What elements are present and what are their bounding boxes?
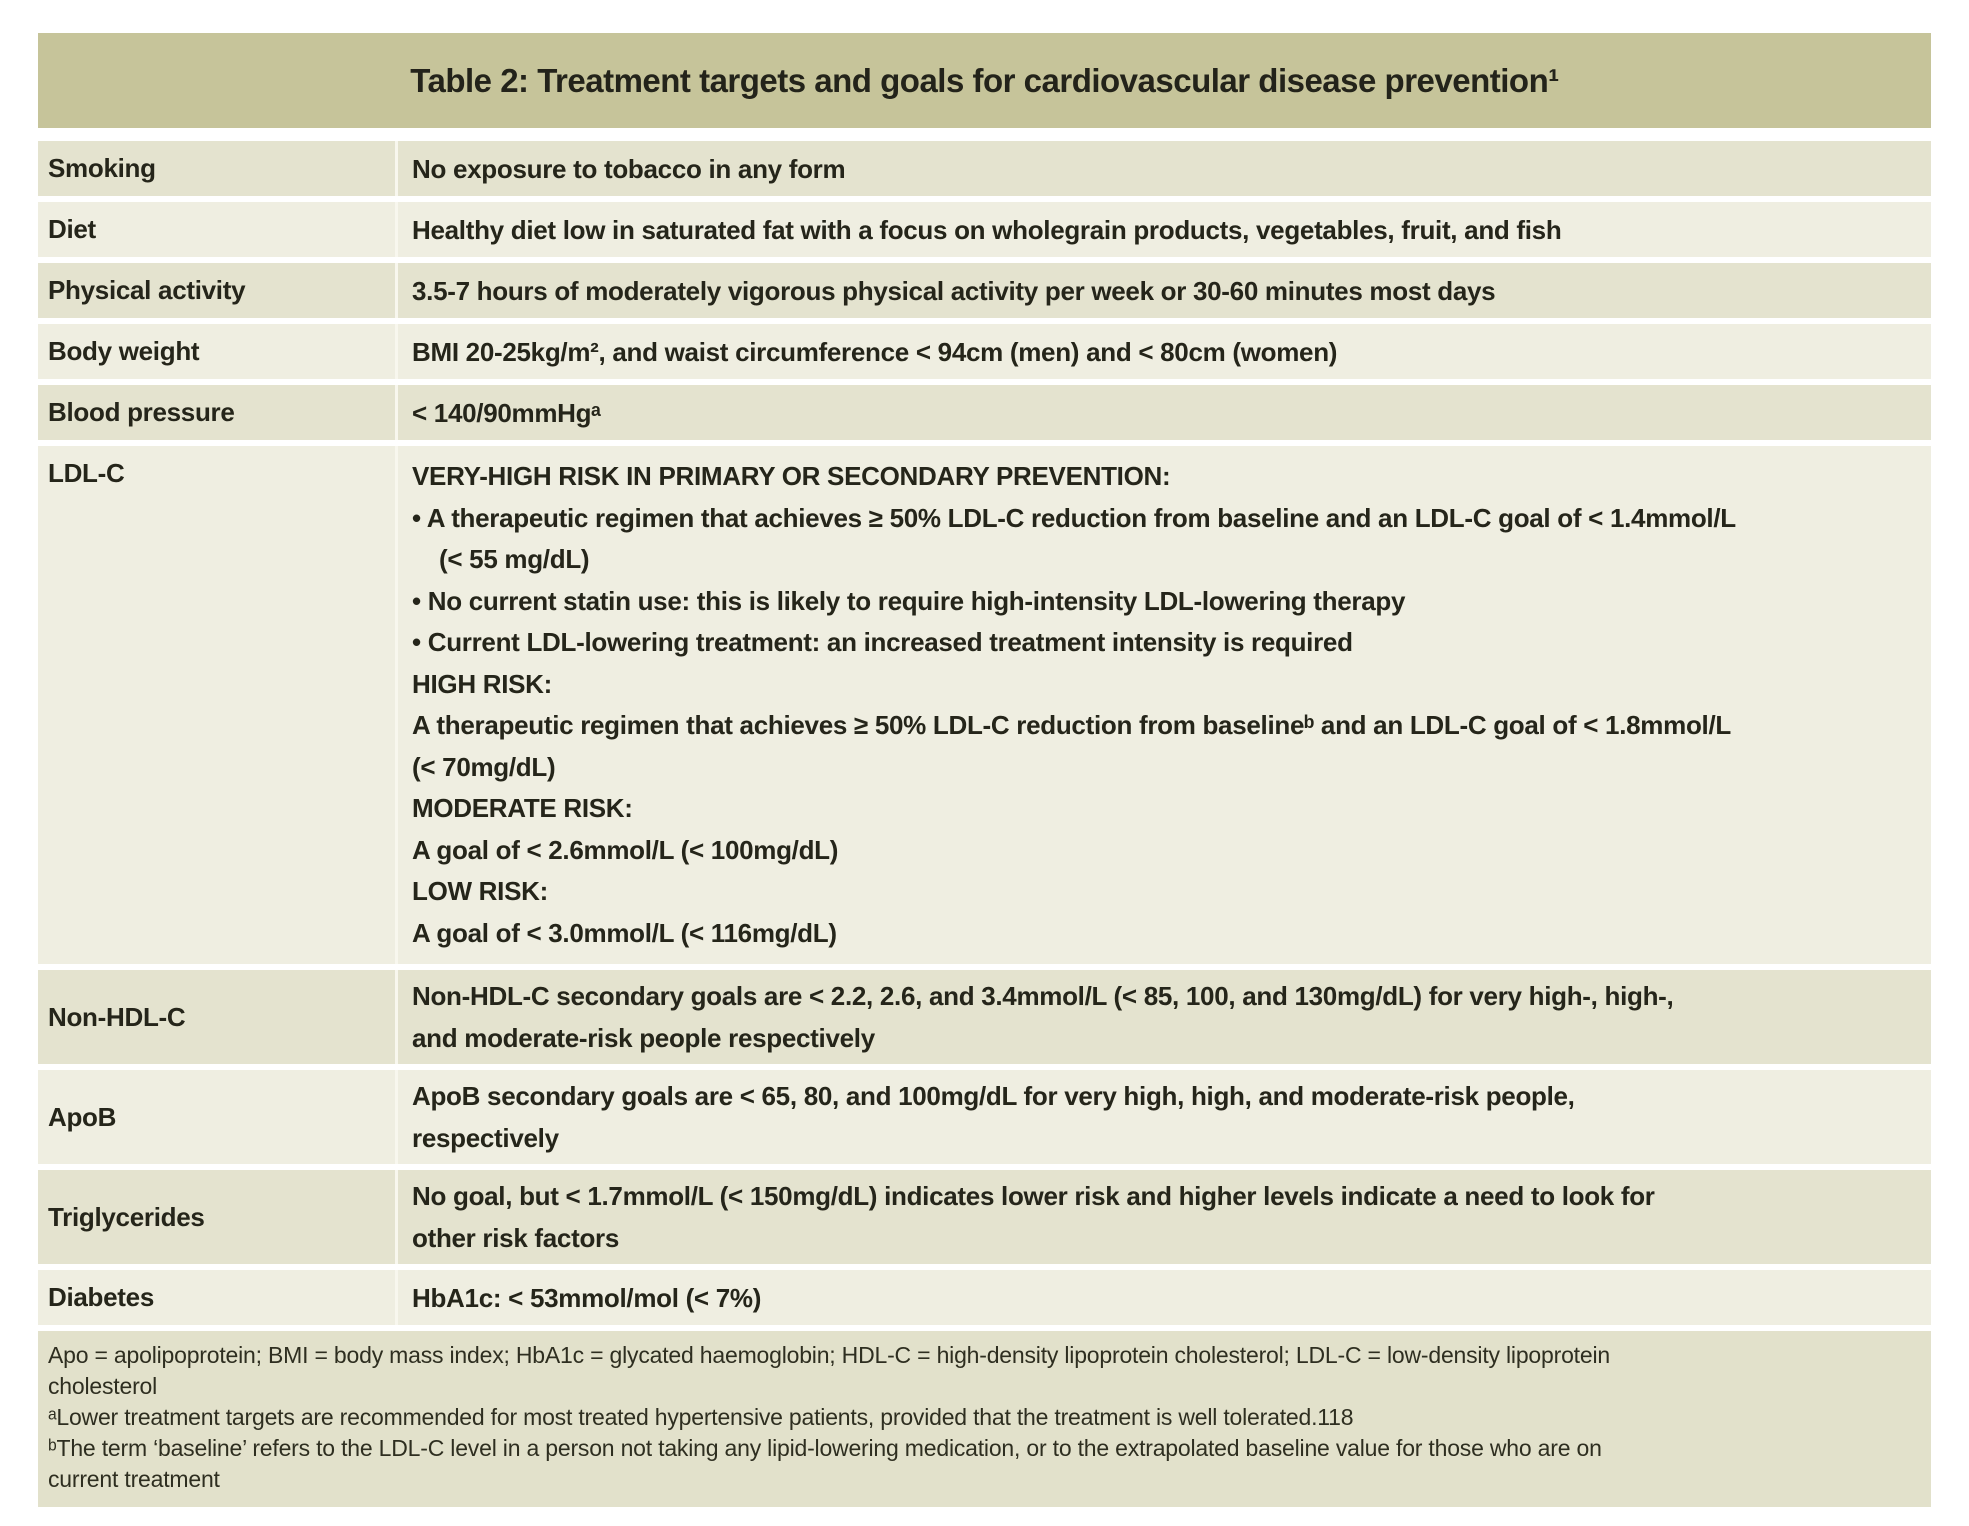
value-line: other risk factors [412, 1223, 620, 1253]
row-value [398, 1070, 1931, 1164]
row-value: No exposure to tobacco in any form [398, 141, 1931, 196]
row-smoking [38, 141, 1931, 196]
row-label: Physical activity [38, 263, 395, 318]
value-line: A goal of < 2.6mmol/L (< 100mg/dL) [412, 834, 839, 865]
value-line: • No current statin use: this is likely to require high-intensity LDL-lowering therapy [412, 585, 1406, 616]
row-label: Triglycerides [38, 1170, 395, 1264]
row-label: Smoking [38, 141, 395, 196]
footnote-line: current treatment [48, 1466, 220, 1492]
value-line: MODERATE RISK: [412, 793, 633, 823]
row-value [398, 446, 1931, 964]
row-diet [38, 202, 1931, 257]
row-label: Non-HDL-C [38, 970, 395, 1064]
footnote-line: ᵃLower treatment targets are recommended for most treated hypertensive patients, provided that the treatment is well tolerated.118 [48, 1404, 1354, 1430]
value-line: ApoB secondary goals are < 65, 80, and 100mg/dL for very high, high, and moderate-risk people, [412, 1081, 1575, 1111]
treatment-targets-table [38, 33, 1931, 1507]
row-value: Healthy diet low in saturated fat with a focus on wholegrain products, vegetables, fruit, and fish [398, 202, 1931, 257]
row-value: HbA1c: < 53mmol/mol (< 7%) [398, 1270, 1931, 1325]
row-value [398, 970, 1931, 1064]
row-value: BMI 20-25kg/m², and waist circumference < 94cm (men) and < 80cm (women) [398, 324, 1931, 379]
value-line: A goal of < 3.0mmol/L (< 116mg/dL) [412, 917, 837, 948]
value-line: LOW RISK: [412, 876, 548, 906]
row-ldl-c [38, 446, 1931, 964]
row-diabetes [38, 1270, 1931, 1325]
row-physical-activity [38, 263, 1931, 318]
row-label: Body weight [38, 324, 395, 379]
row-label: Diabetes [38, 1270, 395, 1325]
table-title-band [38, 33, 1931, 128]
value-line: and moderate-risk people respectively [412, 1023, 875, 1053]
row-label: LDL-C [38, 446, 395, 964]
row-triglycerides [38, 1170, 1931, 1264]
row-non-hdl-c [38, 970, 1931, 1064]
row-apob [38, 1070, 1931, 1164]
value-line: Non-HDL-C secondary goals are < 2.2, 2.6, and 3.4mmol/L (< 85, 100, and 130mg/dL) for very high-, high-, [412, 981, 1674, 1011]
row-value [398, 1170, 1931, 1264]
footnote-line: Apo = apolipoprotein; BMI = body mass index; HbA1c = glycated haemoglobin; HDL-C = high-density lipoprotein cholesterol; LDL-C = low-density lipoprotein [48, 1342, 1610, 1368]
row-blood-pressure [38, 385, 1931, 440]
value-line: • Current LDL-lowering treatment: an increased treatment intensity is required [412, 627, 1353, 657]
table-title: Table 2: Treatment targets and goals for cardiovascular disease prevention¹ [410, 61, 1559, 99]
value-line: respectively [412, 1123, 559, 1153]
value-line: VERY-HIGH RISK IN PRIMARY OR SECONDARY PREVENTION: [412, 461, 1171, 491]
row-label: Diet [38, 202, 395, 257]
footnote-line: cholesterol [48, 1373, 158, 1399]
row-value: 3.5-7 hours of moderately vigorous physical activity per week or 30-60 minutes most days [398, 263, 1931, 318]
row-label: ApoB [38, 1070, 395, 1164]
value-line: A therapeutic regimen that achieves ≥ 50% LDL-C reduction from baselineᵇ and an LDL-C goal of < 1.8mmol/L [412, 710, 1731, 740]
footnote-line: ᵇThe term ‘baseline’ refers to the LDL-C level in a person not taking any lipid-lowering medication, or to the extrapolated baseline value for those who are on [48, 1435, 1602, 1461]
row-label: Blood pressure [38, 385, 395, 440]
footnotes-section [38, 1331, 1931, 1507]
row-value: < 140/90mmHgᵃ [398, 385, 1931, 440]
row-body-weight [38, 324, 1931, 379]
value-line: • A therapeutic regimen that achieves ≥ 50% LDL-C reduction from baseline and an LDL-C goal of < 1.4mmol/L [412, 502, 1736, 533]
value-line: (< 55 mg/dL) [439, 544, 590, 574]
value-line: HIGH RISK: [412, 668, 553, 699]
value-line: (< 70mg/dL) [412, 751, 556, 782]
value-line: No goal, but < 1.7mmol/L (< 150mg/dL) indicates lower risk and higher levels indicate a need to look for [412, 1181, 1655, 1211]
